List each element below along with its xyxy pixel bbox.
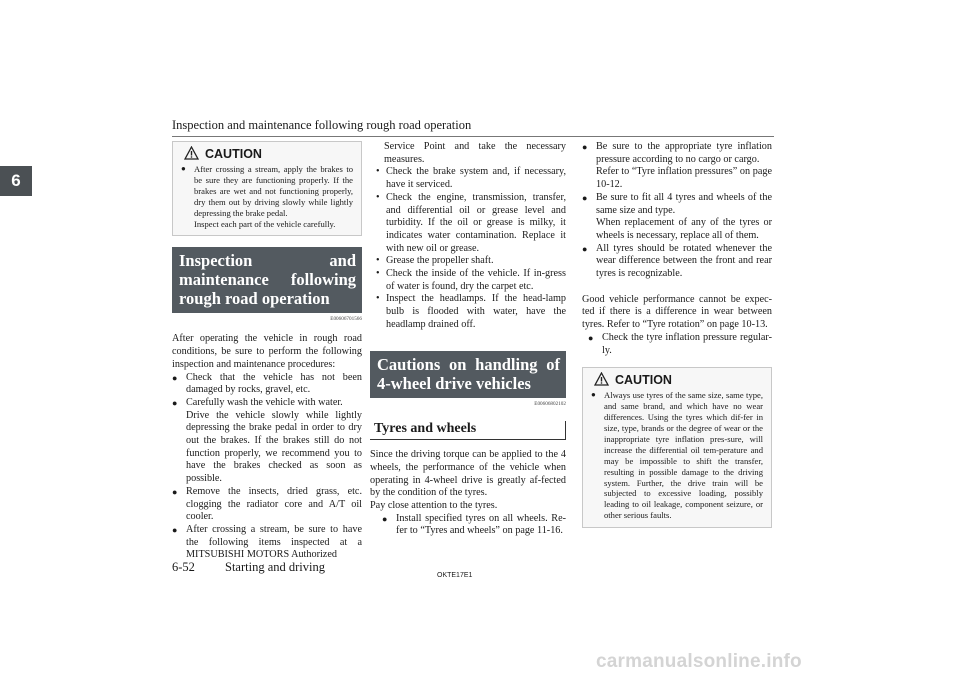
bullet-icon: ●: [582, 243, 588, 254]
subheading: Tyres and wheels: [370, 421, 566, 441]
caution-item: ● Always use tyres of the same size, same type, and same brand, and which have no wear differences. Using the tyres which dif-fer in size, type, brands or the degree of wear or the inappropriate tyre inflation pres-sure, will increase the differential oil tem-perature and may be impossible to shift the transfer, resulting in possible damage to the driving system. Further, the drive train will be subjected to excessive loading, possibly leading to oil leakage, component seizure, or other serious faults.: [591, 390, 763, 521]
caution-heading: CAUTION: [181, 145, 353, 164]
list-item: ● Install specified tyres on all wheels. Re-fer to “Tyres and wheels” on page 11-16.: [382, 512, 566, 537]
section-code: E00606802102: [534, 400, 566, 407]
page-number: 6-52: [172, 560, 195, 574]
intro-paragraph: After operating the vehicle in rough road conditions, be sure to perform the following inspection and maintenance procedures:: [172, 333, 362, 370]
bullet-icon: ●: [591, 390, 596, 400]
list-item: • Check the brake system and, if necessary, have it serviced.: [376, 166, 566, 191]
paragraph: Since the driving torque can be applied to the 4 wheels, the performance of the vehicle when operating in 4-wheel drive is greatly af-fected by the condition of the tyres. Pay close attention to the tyres.: [370, 449, 566, 512]
section-code: E00606701566: [330, 316, 362, 323]
list-item: ● Be sure to fit all 4 tyres and wheels of the same size and type. When replacement of any of the tyres or wheels is necessary, replace all of them.: [582, 191, 772, 241]
caution-item: ● After crossing a stream, apply the brakes to be sure they are functioning properly. If the brakes are wet and not functioning properly, dry them out by driving slowly while lightly depressing the brake pedal. Inspect each part of the vehicle carefully.: [181, 164, 353, 229]
bullet-icon: ●: [588, 332, 594, 343]
bullet-icon: ●: [582, 142, 588, 152]
caution-box-1: [172, 141, 362, 236]
list-item: ● After crossing a stream, be sure to have the following items inspected at a MITSUBISHI MOTORS Authorized: [172, 523, 362, 561]
watermark: carmanualsonline.info: [596, 651, 802, 672]
list-item: • Check the inside of the vehicle. If in-gress of water is found, dry the carpet etc.: [376, 268, 566, 292]
bullet-icon: ●: [172, 524, 178, 535]
warning-triangle-icon: [594, 372, 609, 386]
header-rule: [172, 136, 774, 137]
caution-box-2: [582, 367, 772, 528]
list-item: • Grease the propeller shaft.: [376, 255, 494, 267]
warning-triangle-icon: [184, 146, 199, 160]
list-item: ● Check that the vehicle has not been damaged by rocks, gravel, etc.: [172, 371, 362, 396]
column-2: [370, 141, 566, 538]
list-item: • Inspect the headlamps. If the head-lamp bulb is flooded with water, have the headlamp drained off.: [376, 293, 566, 330]
column-1: [172, 141, 362, 562]
list-item: • Check the engine, transmission, transfer, and differential oil or grease level and turbidity. If the oil or grease is milky, it indicates water contamination. Replace it with new oil or grease.: [376, 191, 566, 254]
section-title-box: Cautions on handling of 4-wheel drive vehicles: [370, 351, 566, 398]
continued-paragraph: Service Point and take the necessary measures.: [384, 141, 566, 165]
bullet-icon: ●: [181, 164, 186, 173]
footer-code: OKTE17E1: [437, 572, 473, 579]
section-title-box: Inspection and maintenance following rough road operation: [172, 247, 362, 313]
bullet-icon: ●: [172, 486, 178, 497]
list-item: ● All tyres should be rotated whenever the wear difference between the front and rear tyres is recognizable.: [582, 242, 772, 280]
chapter-tab: 6: [0, 166, 32, 196]
list-item: ● Check the tyre inflation pressure regular-ly.: [588, 331, 772, 356]
dash-list: [370, 166, 566, 331]
list-item: ● Be sure to the appropriate tyre inflation pressure according to no cargo or cargo. Refer to “Tyre inflation pressures” on page 10-12.: [582, 141, 772, 191]
bullet-icon: ●: [582, 192, 588, 203]
caution-heading: CAUTION: [591, 371, 763, 390]
running-header: Inspection and maintenance following rough road operation: [172, 118, 472, 132]
list-item: ● Remove the insects, dried grass, etc. clogging the radiator core and A/T oil cooler.: [172, 485, 362, 523]
bullet-icon: ●: [382, 513, 388, 524]
bullet-icon: ●: [172, 397, 178, 408]
column-3: [582, 141, 772, 528]
bullet-icon: ●: [172, 372, 178, 383]
paragraph: Good vehicle performance cannot be expec-ted if there is a difference in wear between tyres. Refer to “Tyre rotation” on page 10-13.: [582, 293, 772, 331]
footer-section: Starting and driving: [225, 560, 325, 574]
list-item: ● Carefully wash the vehicle with water. Drive the vehicle slowly while lightly depressing the brake pedal in order to dry out the brakes. If the brakes still do not function properly, we recommend you to have the brakes checked as soon as possible.: [172, 396, 362, 485]
